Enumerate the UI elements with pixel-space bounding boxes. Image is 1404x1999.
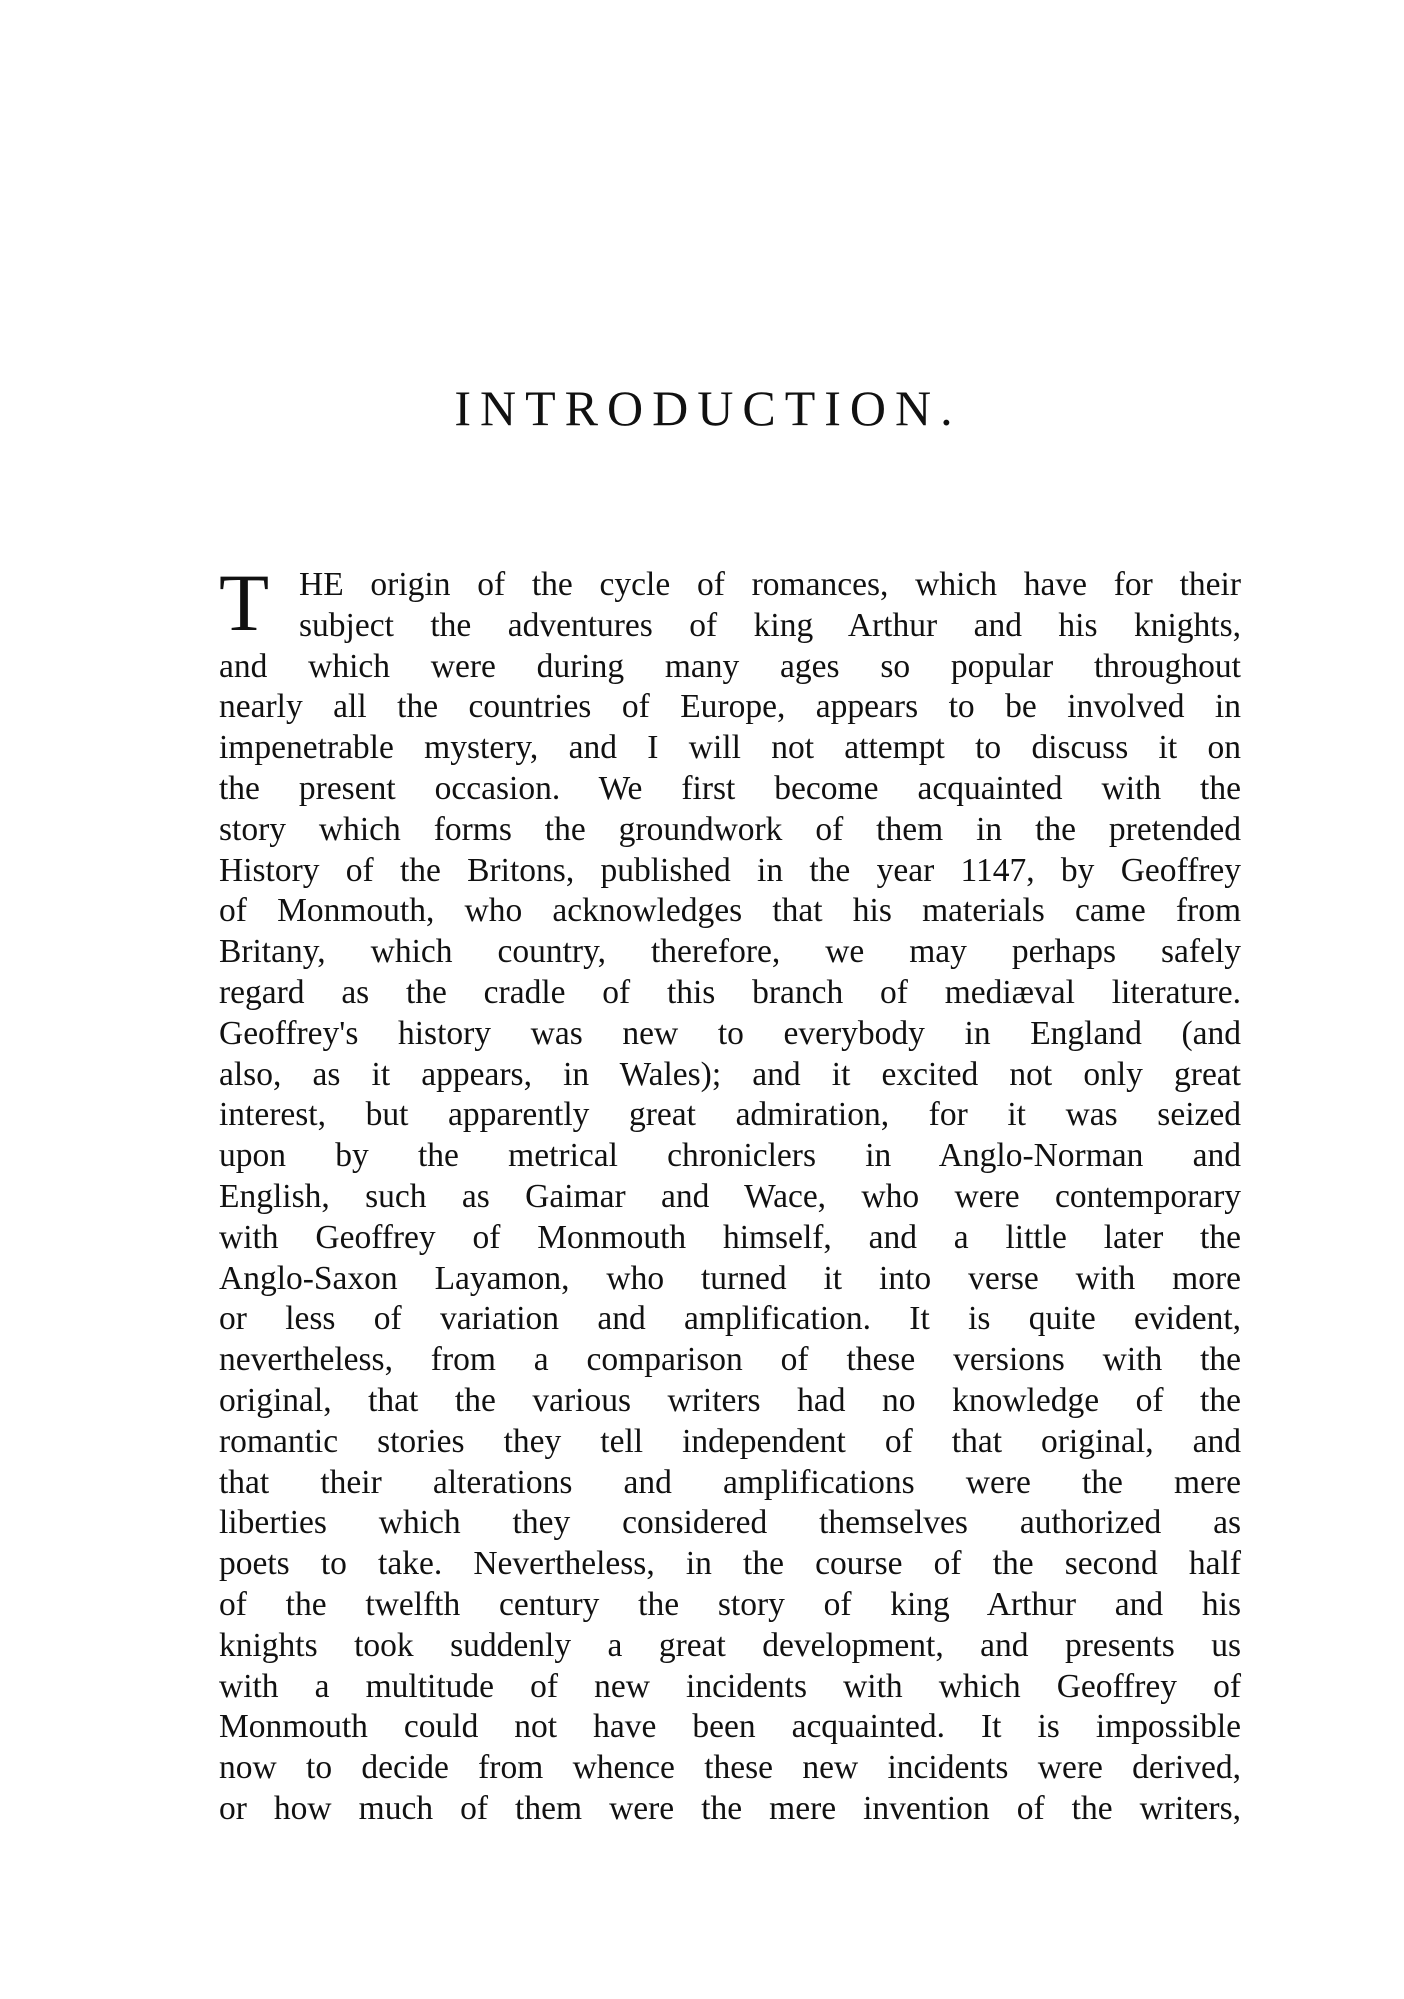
text-line: nearly all the countries of Europe, appears to be involved in <box>219 688 1241 726</box>
text-line: also, as it appears, in Wales); and it excited not only great <box>219 1055 1241 1093</box>
text-line: the present occasion. We first become acquainted with the <box>219 769 1241 807</box>
drop-cap-letter: T <box>219 557 270 648</box>
text-line: with Geoffrey of Monmouth himself, and a little later the <box>219 1218 1241 1256</box>
text-line: with a multitude of new incidents with which Geoffrey of <box>219 1667 1241 1705</box>
text-line: liberties which they considered themselves authorized as <box>219 1504 1241 1542</box>
text-line: subject the adventures of king Arthur and his knights, <box>299 606 1241 644</box>
text-line: nevertheless, from a comparison of these versions with the <box>219 1341 1241 1379</box>
text-line: poets to take. Nevertheless, in the course of the second half <box>219 1545 1241 1583</box>
text-line: interest, but apparently great admiration, for it was seized <box>219 1096 1241 1134</box>
text-line: Britany, which country, therefore, we may perhaps safely <box>219 933 1241 971</box>
text-line: story which forms the groundwork of them in the pretended <box>219 810 1241 848</box>
text-line: knights took suddenly a great development, and presents us <box>219 1626 1241 1664</box>
text-line: English, such as Gaimar and Wace, who were contemporary <box>219 1177 1241 1215</box>
text-line: impenetrable mystery, and I will not attempt to discuss it on <box>219 729 1241 767</box>
text-line: or how much of them were the mere invention of the writers, <box>219 1789 1241 1827</box>
text-line: HE origin of the cycle of romances, which have for their <box>299 566 1241 603</box>
text-line: Geoffrey's history was new to everybody in England (and <box>219 1014 1241 1052</box>
text-line: original, that the various writers had no knowledge of the <box>219 1381 1241 1419</box>
text-line: Monmouth could not have been acquainted. It is impossible <box>219 1708 1241 1746</box>
body-paragraph <box>219 565 1241 1830</box>
text-line: upon by the metrical chroniclers in Anglo-Norman and <box>219 1137 1241 1175</box>
text-line: Anglo-Saxon Layamon, who turned it into verse with more <box>219 1259 1241 1297</box>
text-line: of Monmouth, who acknowledges that his materials came from <box>219 892 1241 930</box>
page-heading: INTRODUCTION. <box>454 380 962 436</box>
text-line: now to decide from whence these new incidents were derived, <box>219 1749 1241 1787</box>
text-line: regard as the cradle of this branch of mediæval literature. <box>219 973 1241 1011</box>
text-line: of the twelfth century the story of king Arthur and his <box>219 1585 1241 1623</box>
text-line: and which were during many ages so popular throughout <box>219 647 1241 685</box>
text-line: History of the Britons, published in the year 1147, by Geoffrey <box>219 851 1241 889</box>
text-line: romantic stories they tell independent of that original, and <box>219 1422 1241 1460</box>
text-line: that their alterations and amplifications were the mere <box>219 1463 1241 1501</box>
text-line: or less of variation and amplification. It is quite evident, <box>219 1300 1241 1338</box>
